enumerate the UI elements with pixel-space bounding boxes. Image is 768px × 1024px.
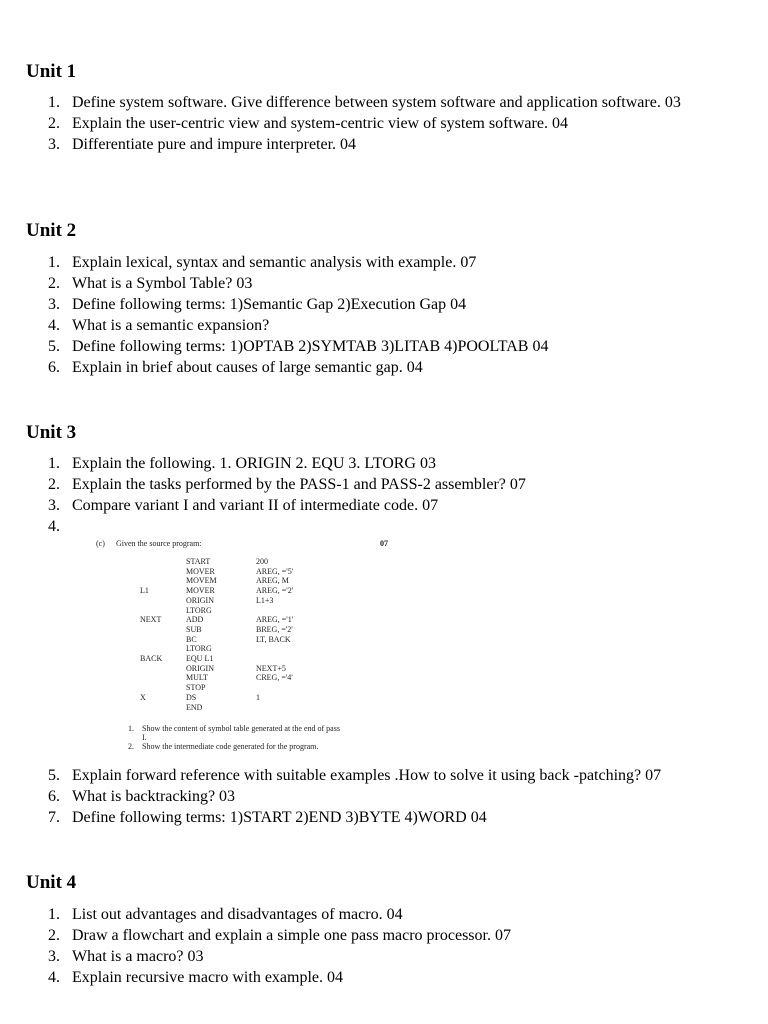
list-item [0, 453, 752, 474]
list-item [0, 273, 752, 294]
question-text: Define following terms: 1)START 2)END 3)BYTE 4)WORD 04 [72, 809, 487, 826]
program-op: DS [186, 692, 197, 702]
program-label: L1 [140, 586, 149, 596]
question-number: 1. [48, 94, 60, 111]
unit-3-question-list-continued [0, 765, 752, 828]
question-number: 4. [48, 969, 60, 986]
question-text: Define following terms: 1)OPTAB 2)SYMTAB 3)LITAB 4)POOLTAB 04 [72, 338, 549, 355]
question-number: 5. [48, 767, 60, 784]
program-operand: AREG, M [256, 576, 289, 586]
subquestion-number: 1. [128, 724, 134, 733]
program-operand: CREG, ='4' [256, 673, 293, 683]
question-text: List out advantages and disadvantages of macro. 04 [72, 906, 403, 923]
program-operand: AREG, ='5' [256, 566, 294, 576]
question-text: Define system software. Give difference between system software and application software. 03 [72, 94, 681, 111]
list-item [0, 315, 752, 336]
program-op: BC [186, 634, 197, 644]
question-text [72, 516, 752, 537]
question-number: 6. [48, 788, 60, 805]
subquestion-number: 2. [128, 742, 134, 751]
source-program-scan [92, 536, 392, 758]
question-number: 2. [48, 927, 60, 944]
list-item [0, 113, 752, 134]
question-text: Explain forward reference with suitable examples .How to solve it using back -patching? 07 [72, 767, 662, 784]
question-text: What is a Symbol Table? 03 [72, 275, 253, 292]
list-item [0, 474, 752, 495]
subquestion-text: Show the content of symbol table generated at the end of pass [142, 724, 340, 733]
list-item [0, 807, 752, 828]
question-text: What is a macro? 03 [72, 948, 204, 965]
question-marks: 07 [380, 539, 388, 548]
program-label: X [140, 692, 146, 702]
question-text: Define following terms: 1)Semantic Gap 2)Execution Gap 04 [72, 296, 467, 313]
question-number: 3. [48, 497, 60, 514]
list-item [0, 925, 752, 946]
question-text: Explain lexical, syntax and semantic analysis with example. 07 [72, 254, 477, 271]
question-number: 1. [48, 906, 60, 923]
program-op: LTORG [186, 605, 212, 615]
question-text: What is backtracking? 03 [72, 788, 236, 805]
program-operand: 200 [256, 557, 268, 566]
question-text: Compare variant I and variant II of intermediate code. 07 [72, 497, 439, 514]
subquestion-text-continued: I. [142, 733, 147, 742]
list-item [0, 336, 752, 357]
question-number: 3. [48, 136, 60, 153]
program-op: ORIGIN [186, 595, 214, 605]
program-op: MOVEM [186, 576, 217, 586]
program-op: LTORG [186, 644, 212, 654]
list-item [0, 946, 752, 967]
unit-1-question-list [0, 92, 752, 155]
unit-1-heading: Unit 1 [26, 61, 77, 82]
program-operand: NEXT+5 [256, 663, 286, 673]
list-item [0, 357, 752, 378]
question-text: What is a semantic expansion? [72, 317, 270, 334]
list-item [0, 786, 752, 807]
list-item [0, 516, 752, 537]
question-number: 3. [48, 948, 60, 965]
question-number: 1. [48, 455, 60, 472]
program-op: END [186, 702, 203, 712]
question-number: 6. [48, 359, 60, 376]
program-op: MOVER [186, 586, 215, 596]
question-number: 7. [48, 809, 60, 826]
question-number: 5. [48, 338, 60, 355]
program-operand: BREG, ='2' [256, 624, 293, 634]
list-item [0, 134, 752, 155]
question-text: Differentiate pure and impure interpreter. 04 [72, 136, 357, 153]
unit-4-heading: Unit 4 [26, 872, 77, 893]
question-text: Draw a flowchart and explain a simple one pass macro processor. 07 [72, 927, 511, 944]
question-tag: (c) [96, 539, 105, 548]
program-op: MULT [186, 673, 208, 683]
question-text: Explain in brief about causes of large semantic gap. 04 [72, 359, 423, 376]
program-operand: L1+3 [256, 595, 274, 605]
unit-2-heading: Unit 2 [26, 220, 77, 241]
program-operand: AREG, ='1' [256, 615, 294, 625]
program-op: SUB [186, 624, 202, 634]
question-number: 2. [48, 476, 60, 493]
question-number: 1. [48, 254, 60, 271]
program-op: ADD [186, 615, 204, 625]
unit-4-question-list [0, 904, 752, 988]
program-op: EQU L1 [186, 654, 214, 663]
list-item [0, 765, 752, 786]
program-op: ORIGIN [186, 663, 214, 673]
program-op: START [186, 557, 211, 566]
question-number: 2. [48, 115, 60, 132]
unit-3-heading: Unit 3 [26, 422, 77, 443]
question-text: Explain recursive macro with example. 04 [72, 969, 344, 986]
list-item [0, 904, 752, 925]
list-item [0, 294, 752, 315]
question-text: Explain the following. 1. ORIGIN 2. EQU 3. LTORG 03 [72, 455, 436, 472]
program-label: BACK [140, 654, 163, 663]
question-number: 3. [48, 296, 60, 313]
list-item [0, 92, 752, 113]
question-intro: Given the source program: [116, 539, 202, 548]
list-item [0, 495, 752, 516]
program-label: NEXT [140, 615, 162, 625]
list-item [0, 252, 752, 273]
program-operand: AREG, ='2' [256, 586, 294, 596]
question-number: 4. [48, 518, 60, 535]
program-op: MOVER [186, 566, 215, 576]
unit-3-question-list [0, 453, 752, 537]
question-number: 2. [48, 275, 60, 292]
subquestion-text: Show the intermediate code generated for the program. [142, 742, 319, 751]
question-text: Explain the user-centric view and system-centric view of system software. 04 [72, 115, 568, 132]
unit-2-question-list [0, 252, 752, 378]
program-operand: LT, BACK [256, 634, 291, 644]
program-operand: 1 [256, 692, 260, 702]
question-text: Explain the tasks performed by the PASS-1 and PASS-2 assembler? 07 [72, 476, 526, 493]
list-item [0, 967, 752, 988]
question-number: 4. [48, 317, 60, 334]
program-op: STOP [186, 683, 206, 693]
